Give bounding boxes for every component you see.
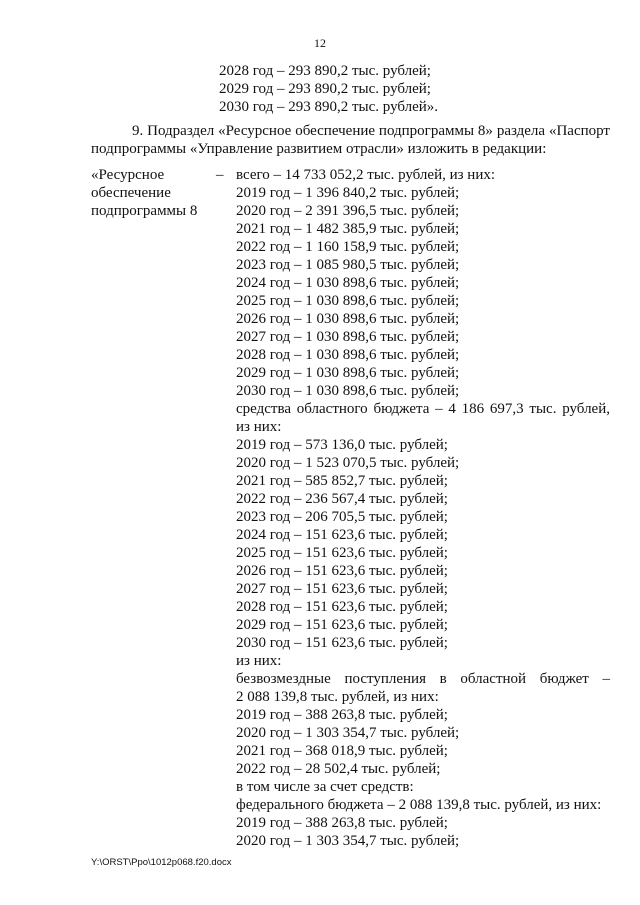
file-path-footer: Y:\ORST\Ppo\1012p068.f20.docx: [91, 857, 232, 868]
year-line: 2021 год – 368 018,9 тыс. рублей;: [236, 743, 448, 759]
year-line: 2027 год – 1 030 898,6 тыс. рублей;: [236, 329, 460, 345]
label-line: обеспечение: [91, 185, 171, 201]
year-line: 2024 год – 1 030 898,6 тыс. рублей;: [236, 275, 460, 291]
year-line: 2022 год – 1 160 158,9 тыс. рублей;: [236, 239, 460, 255]
continued-list: [219, 62, 438, 116]
year-line: 2020 год – 1 303 354,7 тыс. рублей;: [236, 725, 460, 741]
federal-budget-line: федерального бюджета – 2 088 139,8 тыс. рублей, из них:: [236, 797, 602, 813]
year-line: 2025 год – 1 030 898,6 тыс. рублей;: [236, 293, 460, 309]
year-line: 2025 год – 151 623,6 тыс. рублей;: [236, 545, 448, 561]
including-line: в том числе за счет средств:: [236, 779, 414, 795]
year-line: 2023 год – 206 705,5 тыс. рублей;: [236, 509, 448, 525]
year-line: 2021 год – 1 482 385,9 тыс. рублей;: [236, 221, 460, 237]
year-line: 2020 год – 1 523 070,5 тыс. рублей;: [236, 455, 460, 471]
year-line: 2022 год – 236 567,4 тыс. рублей;: [236, 491, 448, 507]
year-line: 2029 год – 1 030 898,6 тыс. рублей;: [236, 365, 460, 381]
year-line: 2026 год – 151 623,6 тыс. рублей;: [236, 563, 448, 579]
paragraph-text: 9. Подраздел «Ресурсное обеспечение подпрограммы 8» раздела «Паспорт подпрограммы «Управление развитием отрасли» изложить в редакции:: [91, 123, 610, 157]
year-line: 2019 год – 1 396 840,2 тыс. рублей;: [236, 185, 460, 201]
amendment-paragraph: [91, 122, 610, 158]
list-line: 2029 год – 293 890,2 тыс. рублей;: [219, 81, 431, 97]
year-line: 2030 год – 151 623,6 тыс. рублей;: [236, 635, 448, 651]
year-line: 2030 год – 1 030 898,6 тыс. рублей;: [236, 383, 460, 399]
regional-budget-line: средства областного бюджета – 4 186 697,3 тыс. рублей,: [236, 401, 610, 417]
year-line: 2024 год – 151 623,6 тыс. рублей;: [236, 527, 448, 543]
of-which-line: из них:: [236, 419, 282, 435]
year-line: 2020 год – 1 303 354,7 тыс. рублей;: [236, 833, 460, 849]
gratuitous-receipts-line: безвозмездные поступления в областной бюджет –: [236, 671, 610, 687]
year-line: 2029 год – 151 623,6 тыс. рублей;: [236, 617, 448, 633]
year-line: 2019 год – 388 263,8 тыс. рублей;: [236, 815, 448, 831]
year-line: 2019 год – 573 136,0 тыс. рублей;: [236, 437, 448, 453]
year-line: 2028 год – 151 623,6 тыс. рублей;: [236, 599, 448, 615]
year-line: 2021 год – 585 852,7 тыс. рублей;: [236, 473, 448, 489]
total-line: всего – 14 733 052,2 тыс. рублей, из них:: [236, 167, 496, 183]
funding-values: [236, 166, 610, 850]
year-line: 2020 год – 2 391 396,5 тыс. рублей;: [236, 203, 460, 219]
year-line: 2022 год – 28 502,4 тыс. рублей;: [236, 761, 441, 777]
page-number: 12: [314, 36, 326, 50]
label-line: «Ресурсное: [91, 167, 165, 183]
year-line: 2019 год – 388 263,8 тыс. рублей;: [236, 707, 448, 723]
year-line: 2028 год – 1 030 898,6 тыс. рублей;: [236, 347, 460, 363]
gratuitous-total-line: 2 088 139,8 тыс. рублей, из них:: [236, 689, 439, 705]
label-dash: –: [216, 167, 224, 183]
year-line: 2027 год – 151 623,6 тыс. рублей;: [236, 581, 448, 597]
label-line: подпрограммы 8: [91, 203, 198, 219]
year-line: 2026 год – 1 030 898,6 тыс. рублей;: [236, 311, 460, 327]
list-line: 2028 год – 293 890,2 тыс. рублей;: [219, 63, 431, 79]
list-line: 2030 год – 293 890,2 тыс. рублей».: [219, 99, 439, 115]
year-line: 2023 год – 1 085 980,5 тыс. рублей;: [236, 257, 460, 273]
resource-label: [91, 166, 197, 220]
of-which-line: из них:: [236, 653, 282, 669]
